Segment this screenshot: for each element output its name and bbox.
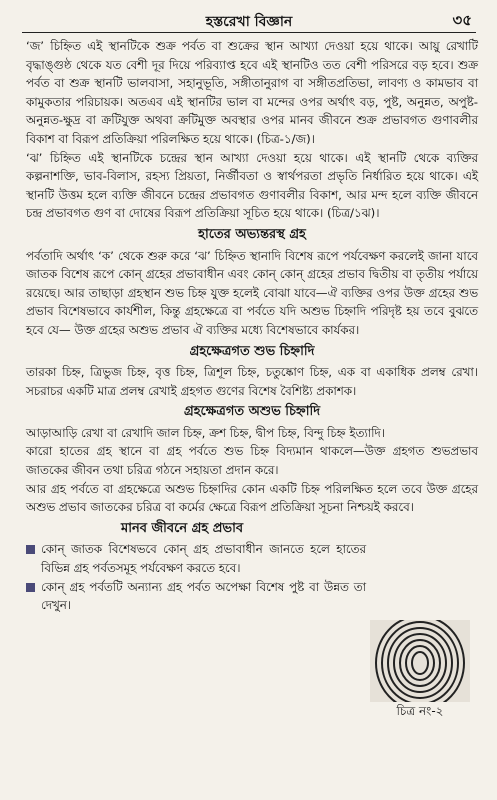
square-bullet-icon bbox=[26, 583, 35, 592]
paragraph-venus-mount: ‘জ’ চিহ্নিত এই স্থানটিকে শুক্র পর্বত বা শুক্রের স্থান আখ্যা দেওয়া হয়ে থাকে। আয়ু রেখাটি বৃদ্ধাঙ্গুষ্ঠ থেকে যত বেশী দূর দিয়ে পরিব্যাপ্ত হবে এই স্থানটিও তত বেশী পরিসরে বড় হবে। শুক্র পর্বত বা শুক্র স্থানটি ভালবাসা, সহানুভূতি, সঙ্গীতানুরাগ বা সঙ্গীতপ্রতিভা, লাবণ্য ও কামভাব বা কামুকতার পরিচায়ক। অতএব এই স্থানটির ভাল বা মন্দের ওপর অর্থাৎ বড়, পুষ্ট, অনুন্নত, অপুষ্ট-অনুন্নত-ক্ষুদ্র বা ক্রটিযুক্ত অথবা ক্রটিমুক্ত অবস্থার ওপর মানব জীবনে শুক্র প্রভাবগত গুণাবলীর বিকাশ বা বিরূপ প্রতিক্রিয়া পরিলক্ষিত হয়ে থাকে। (চিত্র-১/জ)। bbox=[26, 39, 478, 146]
page-header bbox=[22, 4, 476, 34]
bullet-item bbox=[26, 540, 366, 577]
square-bullet-icon bbox=[26, 545, 35, 554]
paragraph-inauspicious-effect: আর গ্রহ পর্বতে বা গ্রহক্ষেত্রে অশুভ চিহ্নাদির কোন একটি চিহ্ন পরিলক্ষিত হলে তবে উক্ত গ্রহের অশুভ প্রভাব জাতকের চরিত্র বা কর্মের ক্ষেত্রে বিরূপ প্রতিক্রিয়া সূচনা নিশ্চয়ই করবে। bbox=[26, 481, 478, 515]
page-body bbox=[26, 37, 478, 615]
header-divider bbox=[22, 32, 476, 33]
paragraph-planetary-influence: পর্বতাদি অর্থাৎ ‘ক’ থেকে শুরু করে ‘ঝ’ চিহ্নিত স্থানাদি বিশেষ রূপে পর্যবেক্ষণ করলেই জানা যাবে জাতক বিশেষ রূপে কোন্ গ্রহের প্রভাবাধীন এবং কোন্ কোন্ গ্রহের প্রভাব দ্বিতীয় বা তৃতীয় পর্যায়ে রয়েছে। আর তাছাড়া গ্রহস্থান শুভ চিহ্ন যুক্ত হলেই বোঝা যাবে—ঐ ব্যক্তির ওপর উক্ত গ্রহের শুভ প্রভাব বিশেষভাবে কার্যশীল, কিন্তু গ্রহক্ষেত্রে বা পর্বতে যদি অশুভ চিহ্নাদি পরিদৃষ্ট হয় তবে বুঝতে হবে যে— উক্ত গ্রহের অশুভ প্রভাব ঐ ব্যক্তির মধ্যে বিশেষভাবে কার্যকর। bbox=[26, 248, 478, 337]
bullet-text: কোন্ গ্রহ পর্বতটি অন্যান্য গ্রহ পর্বত অপেক্ষা বিশেষ পুষ্ট বা উন্নত তা দেখুন। bbox=[41, 579, 366, 613]
bullet-item bbox=[26, 578, 366, 615]
heading-planets-in-hand: হাতের অভ্যন্তরস্থ গ্রহ bbox=[198, 226, 306, 242]
page-title: হস্তরেখা বিজ্ঞান bbox=[205, 14, 293, 30]
paragraph-inauspicious-signs: আড়াআড়ি রেখা বা রেখাদি জাল চিহ্ন, ক্রশ চিহ্ন, দ্বীপ চিহ্ন, বিন্দু চিহ্ন ইত্যাদি। bbox=[26, 425, 385, 440]
heading-auspicious-signs: গ্রহক্ষেত্রগত শুভ চিহ্নাদি bbox=[189, 343, 315, 359]
heading-planet-influence-life: মানব জীবনে গ্রহ প্রভাব bbox=[121, 520, 244, 536]
paragraph-moon-mount: ‘ঝ’ চিহ্নিত এই স্থানটিকে চন্দ্রের স্থান আখ্যা দেওয়া হয়ে থাকে। এই স্থানটি থেকে ব্যক্তির কল্পনাশক্তি, ভাব-বিলাস, রহস্য প্রিয়তা, নির্জীবতা ও স্বার্থপরতা প্রভৃতি নির্ধারিত হয়ে থাকে। এই স্থানটি উত্তম হলে ব্যক্তি জীবনে চন্দ্রের প্রভাবগত গুণাবলীর বিকাশ, আর মন্দ হলে ব্যক্তি জীবনে চন্দ্র প্রভাবগত গুণ বা দোষের বিরূপ প্রতিক্রিয়া সূচিত হয়ে থাকে। (চিত্র/১ঝ)। bbox=[26, 150, 478, 221]
fingerprint-icon bbox=[370, 620, 470, 702]
page-number: ৩৫ bbox=[452, 11, 472, 29]
paragraph-auspicious-effect: কারো হাতের গ্রহ স্থানে বা গ্রহ পর্বতে শুভ চিহ্ন বিদ্যমান থাকলে—উক্ত গ্রহগত শুভপ্রভাব জাতকের জীবন তথা চরিত্র গঠনে সহায়তা প্রদান করে। bbox=[26, 444, 478, 478]
heading-inauspicious-signs: গ্রহক্ষেত্রগত অশুভ চিহ্নাদি bbox=[183, 404, 321, 420]
paragraph-auspicious-signs: তারকা চিহ্ন, ত্রিভুজ চিহ্ন, বৃত্ত চিহ্ন, ত্রিশূল চিহ্ন, চতুষ্কোণ চিহ্ন, এক বা একাধিক প্রলম্ব রেখা। সচরাচর একটি মাত্র প্রলম্ব রেখাই গ্রহগত গুণের বিশেষ বৈশিষ্ট্য প্রকাশক। bbox=[26, 365, 478, 398]
figure-caption: চিত্র নং-২ bbox=[396, 704, 444, 718]
bullet-text: কোন্ জাতক বিশেষভবে কোন্ গ্রহ প্রভাবাধীন জানতে হলে হাতের বিভিন্ন গ্রহ পর্বতসমূহ পর্যবেক্ষণ করতে হবে। bbox=[41, 542, 366, 576]
